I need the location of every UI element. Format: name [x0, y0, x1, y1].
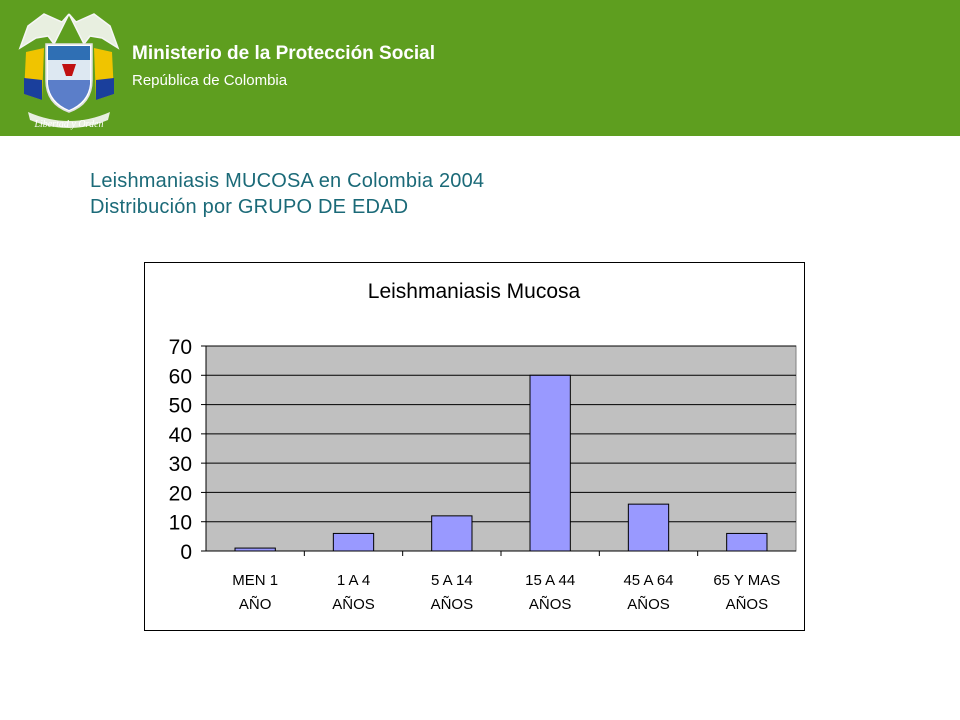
coat-of-arms-logo	[14, 8, 124, 130]
bar	[727, 533, 767, 551]
ministry-name: Ministerio de la Protección Social	[132, 43, 436, 64]
y-tick-label: 40	[168, 423, 192, 447]
bar	[235, 548, 275, 551]
slide-title-line-2: Distribución por GRUPO DE EDAD	[90, 196, 409, 218]
bar-chart	[145, 263, 804, 630]
republic-name: República de Colombia	[132, 72, 288, 89]
x-tick-label: AÑO	[238, 596, 272, 613]
x-tick-label: AÑOS	[332, 596, 375, 613]
x-tick-label: 15 A 44	[525, 572, 576, 589]
x-tick-label: MEN 1	[232, 572, 279, 589]
slide-title-line-1: Leishmaniasis MUCOSA en Colombia 2004	[90, 170, 485, 192]
slide-title	[90, 168, 484, 220]
chart-frame	[144, 262, 805, 631]
bar	[432, 516, 472, 551]
x-tick-label: 1 A 4	[336, 572, 371, 589]
chart-title: Leishmaniasis Mucosa	[367, 280, 581, 303]
bar	[530, 375, 570, 551]
x-tick-label: 45 A 64	[623, 572, 674, 589]
y-tick-label: 0	[180, 541, 192, 564]
y-tick-label: 50	[168, 394, 192, 418]
bar	[628, 504, 668, 551]
header-banner	[0, 0, 960, 136]
x-tick-label: AÑOS	[528, 596, 572, 613]
x-tick-label: 5 A 14	[430, 572, 473, 589]
x-tick-label: AÑOS	[725, 596, 769, 613]
crest-motto: Libertad y Orden	[34, 119, 104, 130]
x-tick-label: AÑOS	[627, 596, 670, 613]
y-tick-label: 10	[168, 511, 192, 535]
x-tick-label: 65 Y MAS	[713, 572, 781, 589]
y-tick-label: 20	[168, 482, 192, 506]
y-tick-label: 70	[168, 336, 192, 359]
bar	[333, 533, 373, 551]
y-tick-label: 30	[168, 453, 192, 477]
x-tick-label: AÑOS	[430, 596, 474, 613]
plot-area	[206, 346, 796, 551]
y-tick-label: 60	[168, 365, 192, 389]
